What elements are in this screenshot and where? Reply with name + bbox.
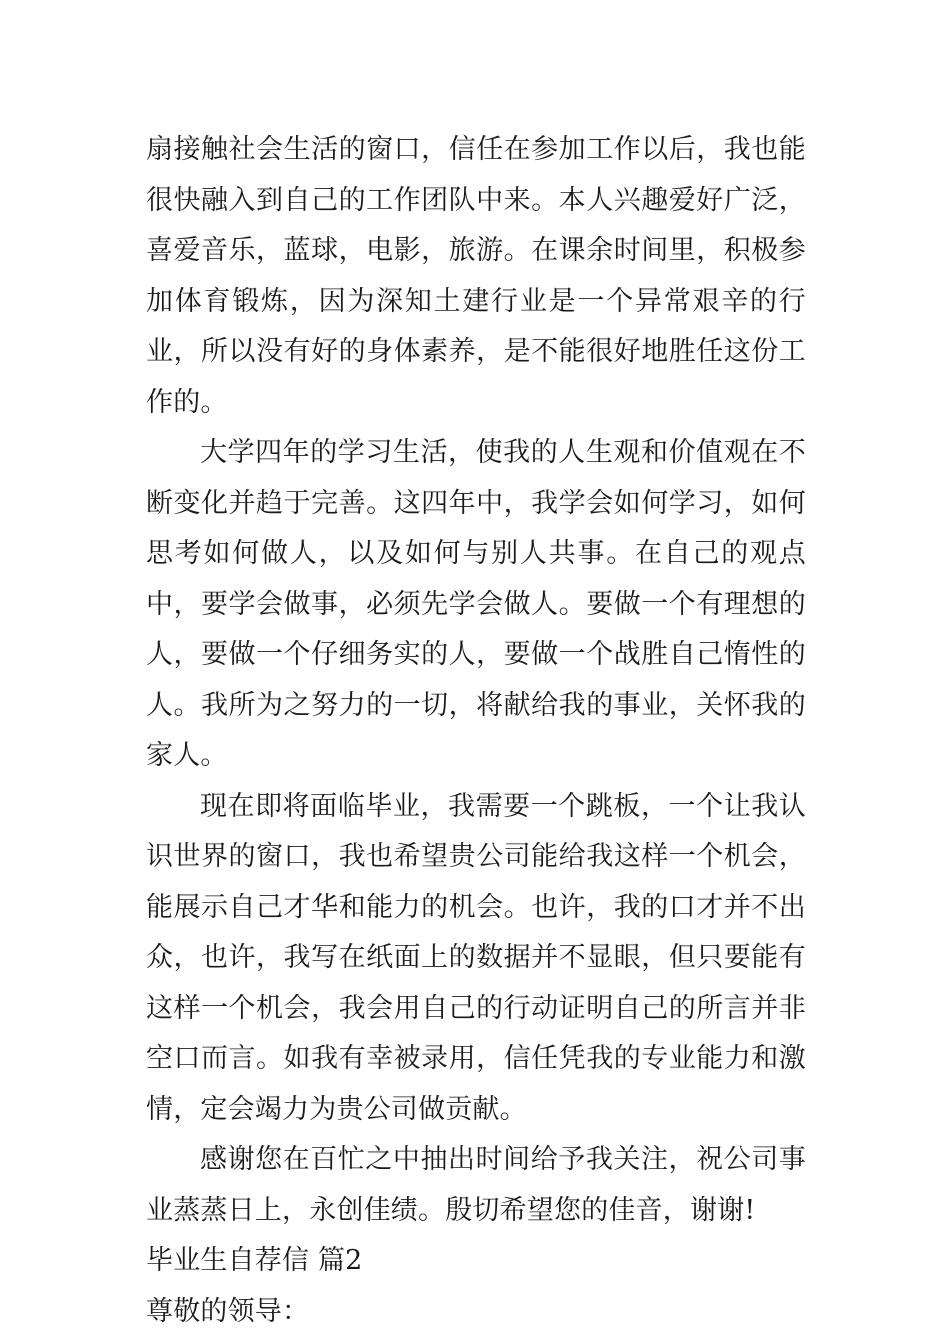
salutation: 尊敬的领导：	[146, 1295, 310, 1327]
paragraph-graduation-opportunity: 现在即将面临毕业，我需要一个跳板，一个让我认识世界的窗口，我也希望贵公司能给我这样一个机会，能展示自己才华和能力的机会。也许，我的口才并不出众，也许，我写在纸面上的数据并不显眼，但只要能有这样一个机会，我会用自己的行动证明自己的所言并非空口而言。如我有幸被录用，信任凭我的专业能力和激情，定会竭力为贵公司做贡献。	[146, 790, 806, 1125]
paragraph-university-years: 大学四年的学习生活，使我的人生观和价值观在不断变化并趋于完善。这四年中，我学会如何学习，如何思考如何做人，以及如何与别人共事。在自己的观点中，要学会做事，必须先学会做人。要做一个有理想的人，要做一个仔细务实的人，要做一个战胜自己惰性的人。我所为之努力的一切，将献给我的事业，关怀我的家人。	[146, 437, 806, 771]
paragraph-thanks: 感谢您在百忙之中抽出时间给予我关注，祝公司事业蒸蒸日上，永创佳绩。殷切希望您的佳音，谢谢!	[146, 1144, 806, 1226]
paragraph-continued: 扇接触社会生活的窗口，信任在参加工作以后，我也能很快融入到自己的工作团队中来。本人兴趣爱好广泛，喜爱音乐，蓝球，电影，旅游。在课余时间里，积极参加体育锻炼，因为深知土建行业是一个异常艰辛的行业，所以没有好的身体素养，是不能很好地胜任这份工作的。	[146, 134, 806, 418]
section-title: 毕业生自荐信 篇2	[146, 1245, 363, 1276]
document-body	[146, 125, 806, 1337]
